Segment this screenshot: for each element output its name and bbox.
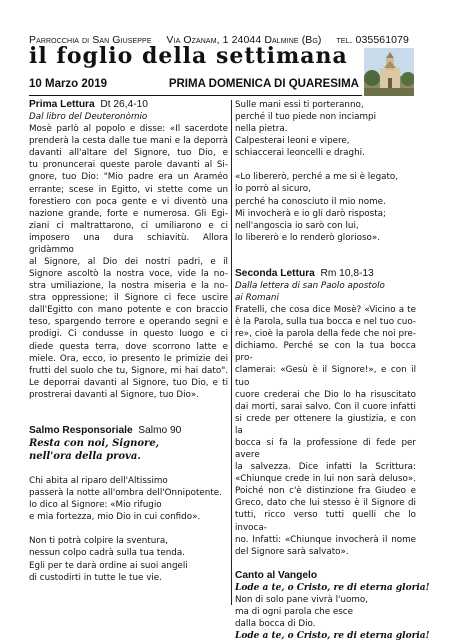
text-line: re», cioè la parola della fede che noi pre- (235, 329, 416, 340)
text-line: passerà la notte all'ombra dell'Onnipotente. (29, 488, 222, 499)
psalm-ref: Salmo 90 (138, 424, 182, 436)
parish-name: Parrocchia di San Giuseppe (29, 34, 152, 46)
text-line: cuore crederai che Dio lo ha risuscitato (235, 389, 416, 400)
parish-address: Via Ozanam, 1 24044 Dalmine (Bg) (166, 34, 322, 46)
text-line: di custodirti in tutte le tue vie. (29, 572, 162, 583)
text-line: prenderà la cesta dalle tue mani e la deporrà (29, 136, 228, 147)
text-line: Non ti potrà colpire la sventura, (29, 536, 169, 547)
text-line: tutti, ricco verso tutti quelli che lo invoca- (235, 510, 416, 533)
text-line: stra oppressione; il Signore ci fece uscire (29, 293, 228, 304)
text-line: Chi abita al riparo dell'Altissimo (29, 476, 168, 487)
text-line: si crede per ottenere la giustizia, e con la (235, 413, 416, 436)
text-line: e mia fortezza, mio Dio in cui confido». (29, 512, 201, 523)
text-line: no. Infatti: «Chiunque invocherà il nome (235, 534, 416, 545)
first-reading-source: Dal libro del Deuteronòmio (29, 112, 148, 123)
text-line: «Chiunque crede in lui non sarà deluso». (235, 474, 416, 485)
text-line: dalla bocca di Dio. (235, 619, 316, 630)
text-line: Poiché non c'è distinzione fra Giudeo e (235, 486, 416, 497)
second-reading-source-2: ai Romani (235, 293, 279, 304)
text-line: dall'Egitto con mano potente e con braccio (29, 305, 228, 316)
text-line: Sulle mani essi ti porteranno, (235, 100, 364, 110)
text-line: perché ha conosciuto il mio nome. (235, 196, 386, 207)
second-reading-heading (235, 268, 416, 280)
text-line: Non di solo pane vivrà l'uomo, (235, 594, 369, 605)
second-reading-ref: Rm 10,8-13 (320, 267, 374, 279)
text-line: Fratelli, che cosa dice Mosè? «Vicino a te (235, 305, 416, 316)
psalm-refrain-1: Resta con noi, Signore, (29, 438, 160, 450)
text-line: lo libererò e lo renderò glorioso». (235, 232, 381, 243)
text-line: Signore ascoltò la nostra voce, vide la no- (29, 269, 228, 280)
text-line: Mi invocherà e io gli darò risposta; (235, 208, 386, 219)
text-line: diede questa terra, dove scorrono latte e (29, 341, 228, 352)
church-photo-icon (364, 48, 414, 96)
column-divider (231, 100, 232, 605)
text-line: Greco, dato che lui stesso è il Signore di (235, 498, 416, 509)
psalm-refrain-2: nell'ora della prova. (29, 451, 141, 463)
parish-phone: tel. 035561079 (336, 34, 409, 46)
text-line: dai morti, sarai salvo. Con il cuore infatti (235, 401, 416, 412)
text-line: Le deporrai davanti al Signore, tuo Dio, e ti (29, 377, 228, 388)
gospel-refrain-1: Lode a te, o Cristo, re di eterna gloria! (235, 582, 430, 593)
first-reading-ref: Dt 26,4-10 (100, 99, 148, 110)
header-rule (29, 95, 362, 96)
second-reading-source-1: Dalla lettera di san Paolo apostolo (235, 280, 385, 291)
text-line: prodigi. Ci condusse in questo luogo e ci (29, 329, 228, 340)
text-line: frutti del suolo che tu, Signore, mi hai dato". (29, 365, 228, 376)
right-column (235, 99, 430, 642)
text-line: ma di ogni parola che esce (235, 606, 354, 617)
text-line: Mosè parlò al popolo e disse: «Il sacerdote (29, 124, 228, 135)
text-line: perché il tuo piede non inciampi (235, 112, 377, 123)
text-line: «Lo libererò, perché a me si è legato, (235, 172, 399, 183)
masthead-title: il foglio della settimana (29, 43, 348, 69)
text-line: prostrerai davanti al Signore, tuo Dio». (29, 389, 200, 400)
first-reading-label: Prima Lettura (29, 99, 95, 110)
gospel-acclamation-heading (235, 570, 416, 582)
text-line: davanti all'altare del Signore, tuo Dio, e (29, 148, 228, 159)
second-reading-label: Seconda Lettura (235, 267, 315, 279)
text-line: Calpesterai leoni e vipere, (235, 136, 350, 147)
text-line: nella pietra. (235, 124, 288, 135)
psalm-stanza-3 (235, 99, 416, 159)
left-column (29, 99, 228, 584)
date-row (29, 78, 359, 90)
gospel-refrain-2: Lode a te, o Cristo, re di eterna gloria! (235, 631, 430, 642)
text-line: Egli per te darà ordine ai suoi angeli (29, 560, 188, 571)
psalm-label: Salmo Responsoriale (29, 424, 133, 436)
text-line: bocca si fa la professione di fede per avere (235, 437, 416, 461)
text-line: errante; scese in Egitto, vi stette come un (29, 184, 228, 195)
text-line: nazione grande, forte e numerosa. Gli Egi- (29, 208, 228, 219)
issue-date: 10 Marzo 2019 (29, 78, 107, 90)
psalm-stanza-4 (235, 171, 416, 243)
text-line: tu pronuncerai queste parole davanti al Si- (29, 160, 228, 171)
liturgical-sunday: PRIMA DOMENICA DI QUARESIMA (168, 78, 359, 90)
text-line: ziani ci maltrattarono, ci umiliarono e ci (29, 220, 228, 231)
text-line: è la Parola, sulla tua bocca e nel tuo cuo- (235, 317, 416, 328)
text-line: teso, spargendo terrore e operando segni e (29, 317, 228, 328)
text-line: schiaccerai leoncelli e draghi. (235, 148, 365, 159)
text-line: del Signore sarà salvato». (235, 546, 349, 557)
text-line: dichiamo. Perché se con la tua bocca pro- (235, 341, 416, 364)
text-line: la salvezza. Dice infatti la Scrittura: (235, 462, 416, 473)
text-line: forestiero con poca gente e vi diventò una (29, 196, 228, 207)
text-line: Io dico al Signore: «Mio rifugio (29, 500, 162, 511)
text-line: gnore, tuo Dio: "Mio padre era un Araméo (29, 172, 228, 183)
text-line: miele. Ora, ecco, io presento le primizie dei (29, 353, 228, 364)
psalm-stanza-2 (29, 535, 228, 583)
first-reading-text (29, 123, 228, 401)
text-line: nell'angoscia io sarò con lui, (235, 220, 359, 231)
gospel-acclamation-label: Canto al Vangelo (235, 569, 318, 581)
psalm-stanza-1 (29, 475, 228, 523)
text-line: lo porrò al sicuro, (235, 184, 311, 195)
text-line: nessun colpo cadrà sulla tua tenda. (29, 548, 185, 559)
text-line: clamerai: «Gesù è il Signore!», e con il tuo (235, 365, 416, 388)
text-line: stra umiliazione, la nostra miseria e la no- (29, 281, 228, 292)
text-line: al Signore, al Dio dei nostri padri, e il (29, 257, 228, 268)
psalm-heading (29, 425, 228, 437)
gospel-acclamation-text (235, 594, 416, 630)
first-reading-heading (29, 99, 228, 111)
text-line: imposero una dura schiavitù. Allora gridàmmo (29, 232, 228, 255)
second-reading-text (235, 304, 416, 558)
